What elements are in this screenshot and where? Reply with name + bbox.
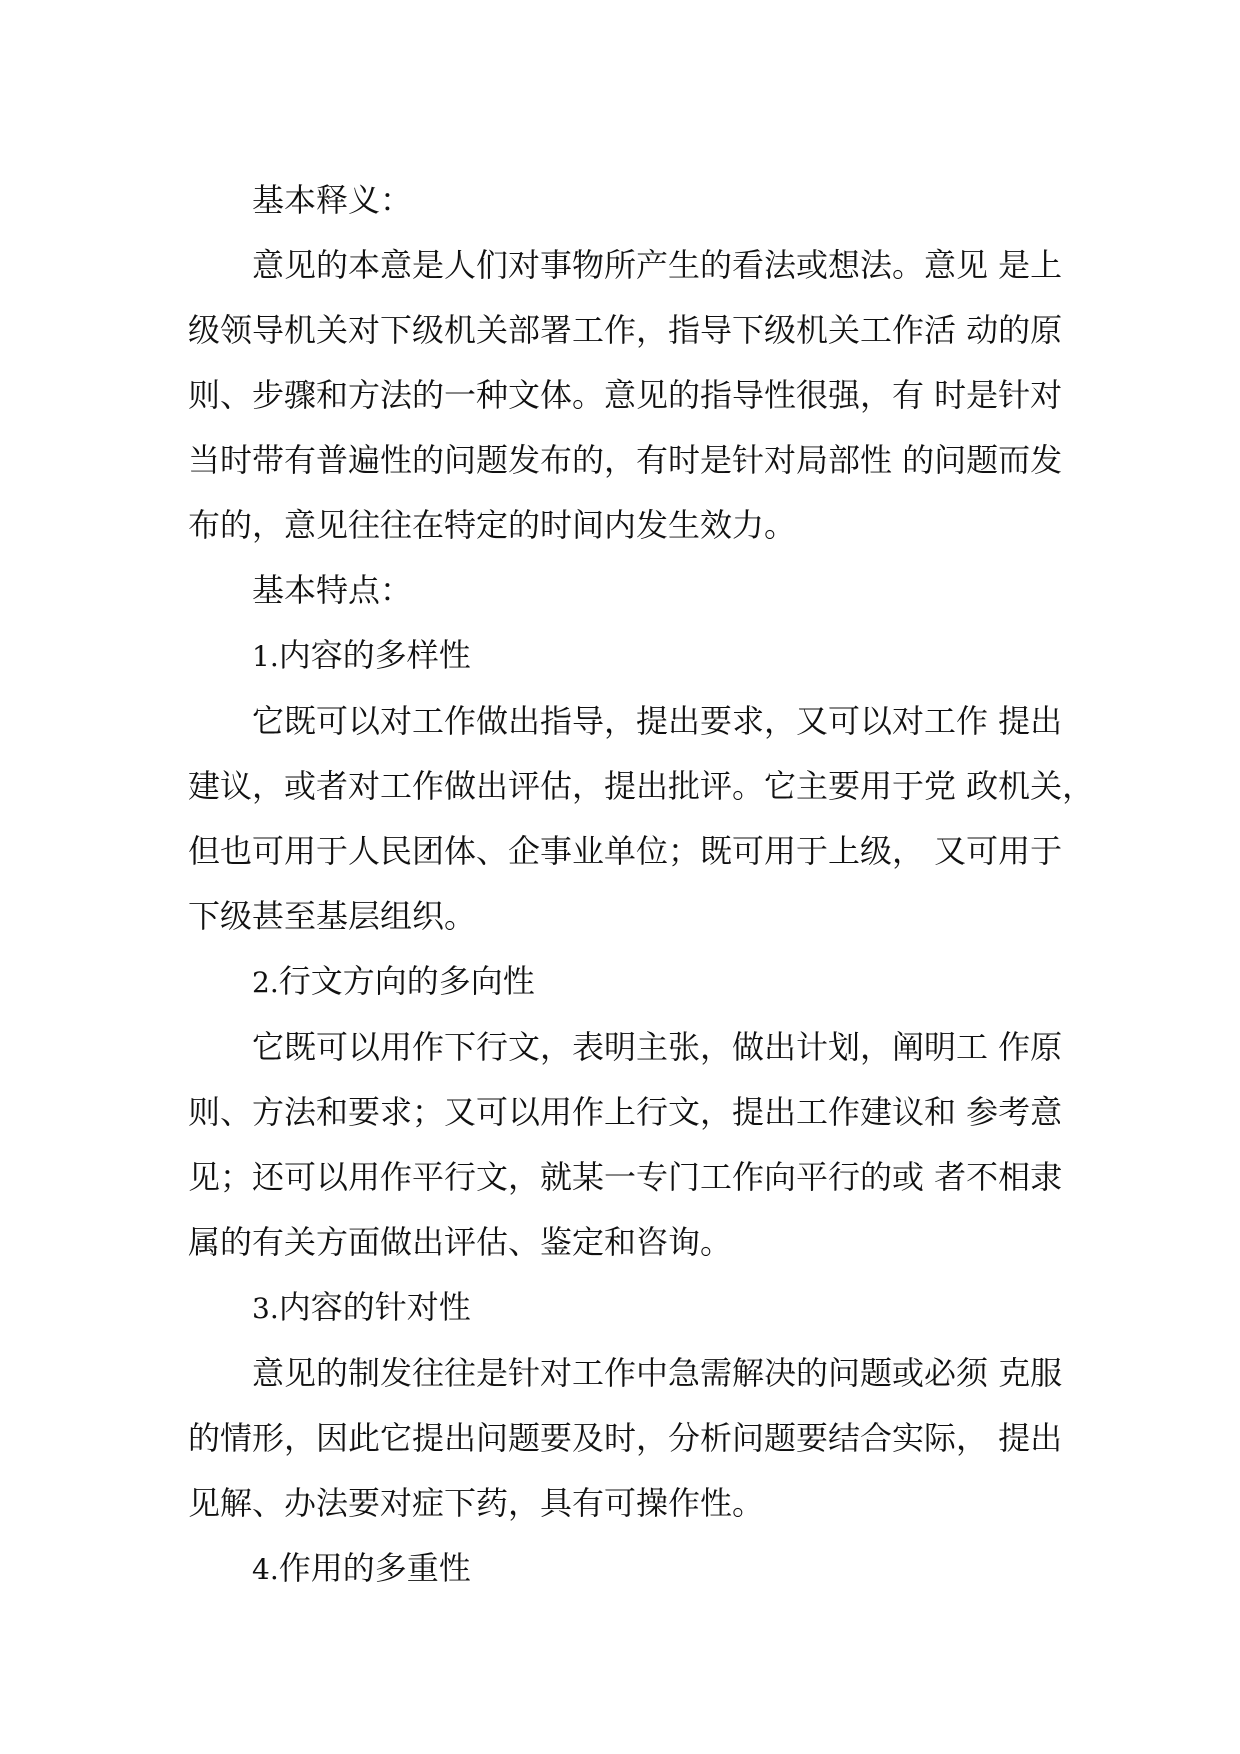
feature-1-title: 内容的多样性 <box>278 636 471 674</box>
heading-basic-features: 基本特点： <box>252 571 413 609</box>
definition-line: 当时带有普遍性的问题发布的，有时是针对局部性 的问题而发 <box>188 441 1063 479</box>
feature-2-line: 见；还可以用作平行文，就某一专门工作向平行的或 者不相隶 <box>188 1158 1063 1196</box>
feature-3-heading <box>188 1275 1078 1341</box>
feature-1-number: 1. <box>252 640 279 673</box>
definition-line: 级领导机关对下级机关部署工作，指导下级机关工作活 动的原 <box>188 311 1063 349</box>
feature-4-number: 4. <box>252 1553 279 1586</box>
feature-2-title: 行文方向的多向性 <box>278 962 535 1000</box>
feature-2-line: 它既可以用作下行文，表明主张，做出计划，阐明工 作原 <box>252 1028 1063 1066</box>
feature-4-heading <box>188 1536 1078 1602</box>
definition-line: 则、步骤和方法的一种文体。意见的指导性很强，有 时是针对 <box>188 376 1063 414</box>
feature-1-line: 建议，或者对工作做出评估，提出批评。它主要用于党 政机关， <box>188 767 1095 805</box>
document-body <box>188 168 1095 1602</box>
feature-2-line: 属的有关方面做出评估、鉴定和咨询。 <box>188 1223 733 1261</box>
feature-1-line: 但也可用于人民团体、企事业单位；既可用于上级， 又可用于 <box>188 832 1063 870</box>
feature-1-line: 它既可以对工作做出指导，提出要求，又可以对工作 提出 <box>252 702 1063 740</box>
feature-1-line: 下级甚至基层组织。 <box>188 897 477 935</box>
feature-1-heading <box>188 623 1078 689</box>
feature-2-number: 2. <box>252 966 279 999</box>
feature-3-number: 3. <box>252 1292 279 1325</box>
feature-3-line: 意见的制发往往是针对工作中急需解决的问题或必须 克服 <box>252 1354 1063 1392</box>
heading-basic-definition: 基本释义： <box>252 181 413 219</box>
definition-line: 意见的本意是人们对事物所产生的看法或想法。意见 是上 <box>252 246 1063 284</box>
definition-line: 布的，意见往往在特定的时间内发生效力。 <box>188 506 797 544</box>
feature-2-heading <box>188 949 1078 1015</box>
feature-3-line: 的情形，因此它提出问题要及时，分析问题要结合实际， 提出 <box>188 1419 1063 1457</box>
feature-3-line: 见解、办法要对症下药，具有可操作性。 <box>188 1484 765 1522</box>
feature-4-title: 作用的多重性 <box>278 1549 471 1587</box>
feature-3-title: 内容的针对性 <box>278 1288 471 1326</box>
feature-2-line: 则、方法和要求；又可以用作上行文，提出工作建议和 参考意 <box>188 1093 1063 1131</box>
